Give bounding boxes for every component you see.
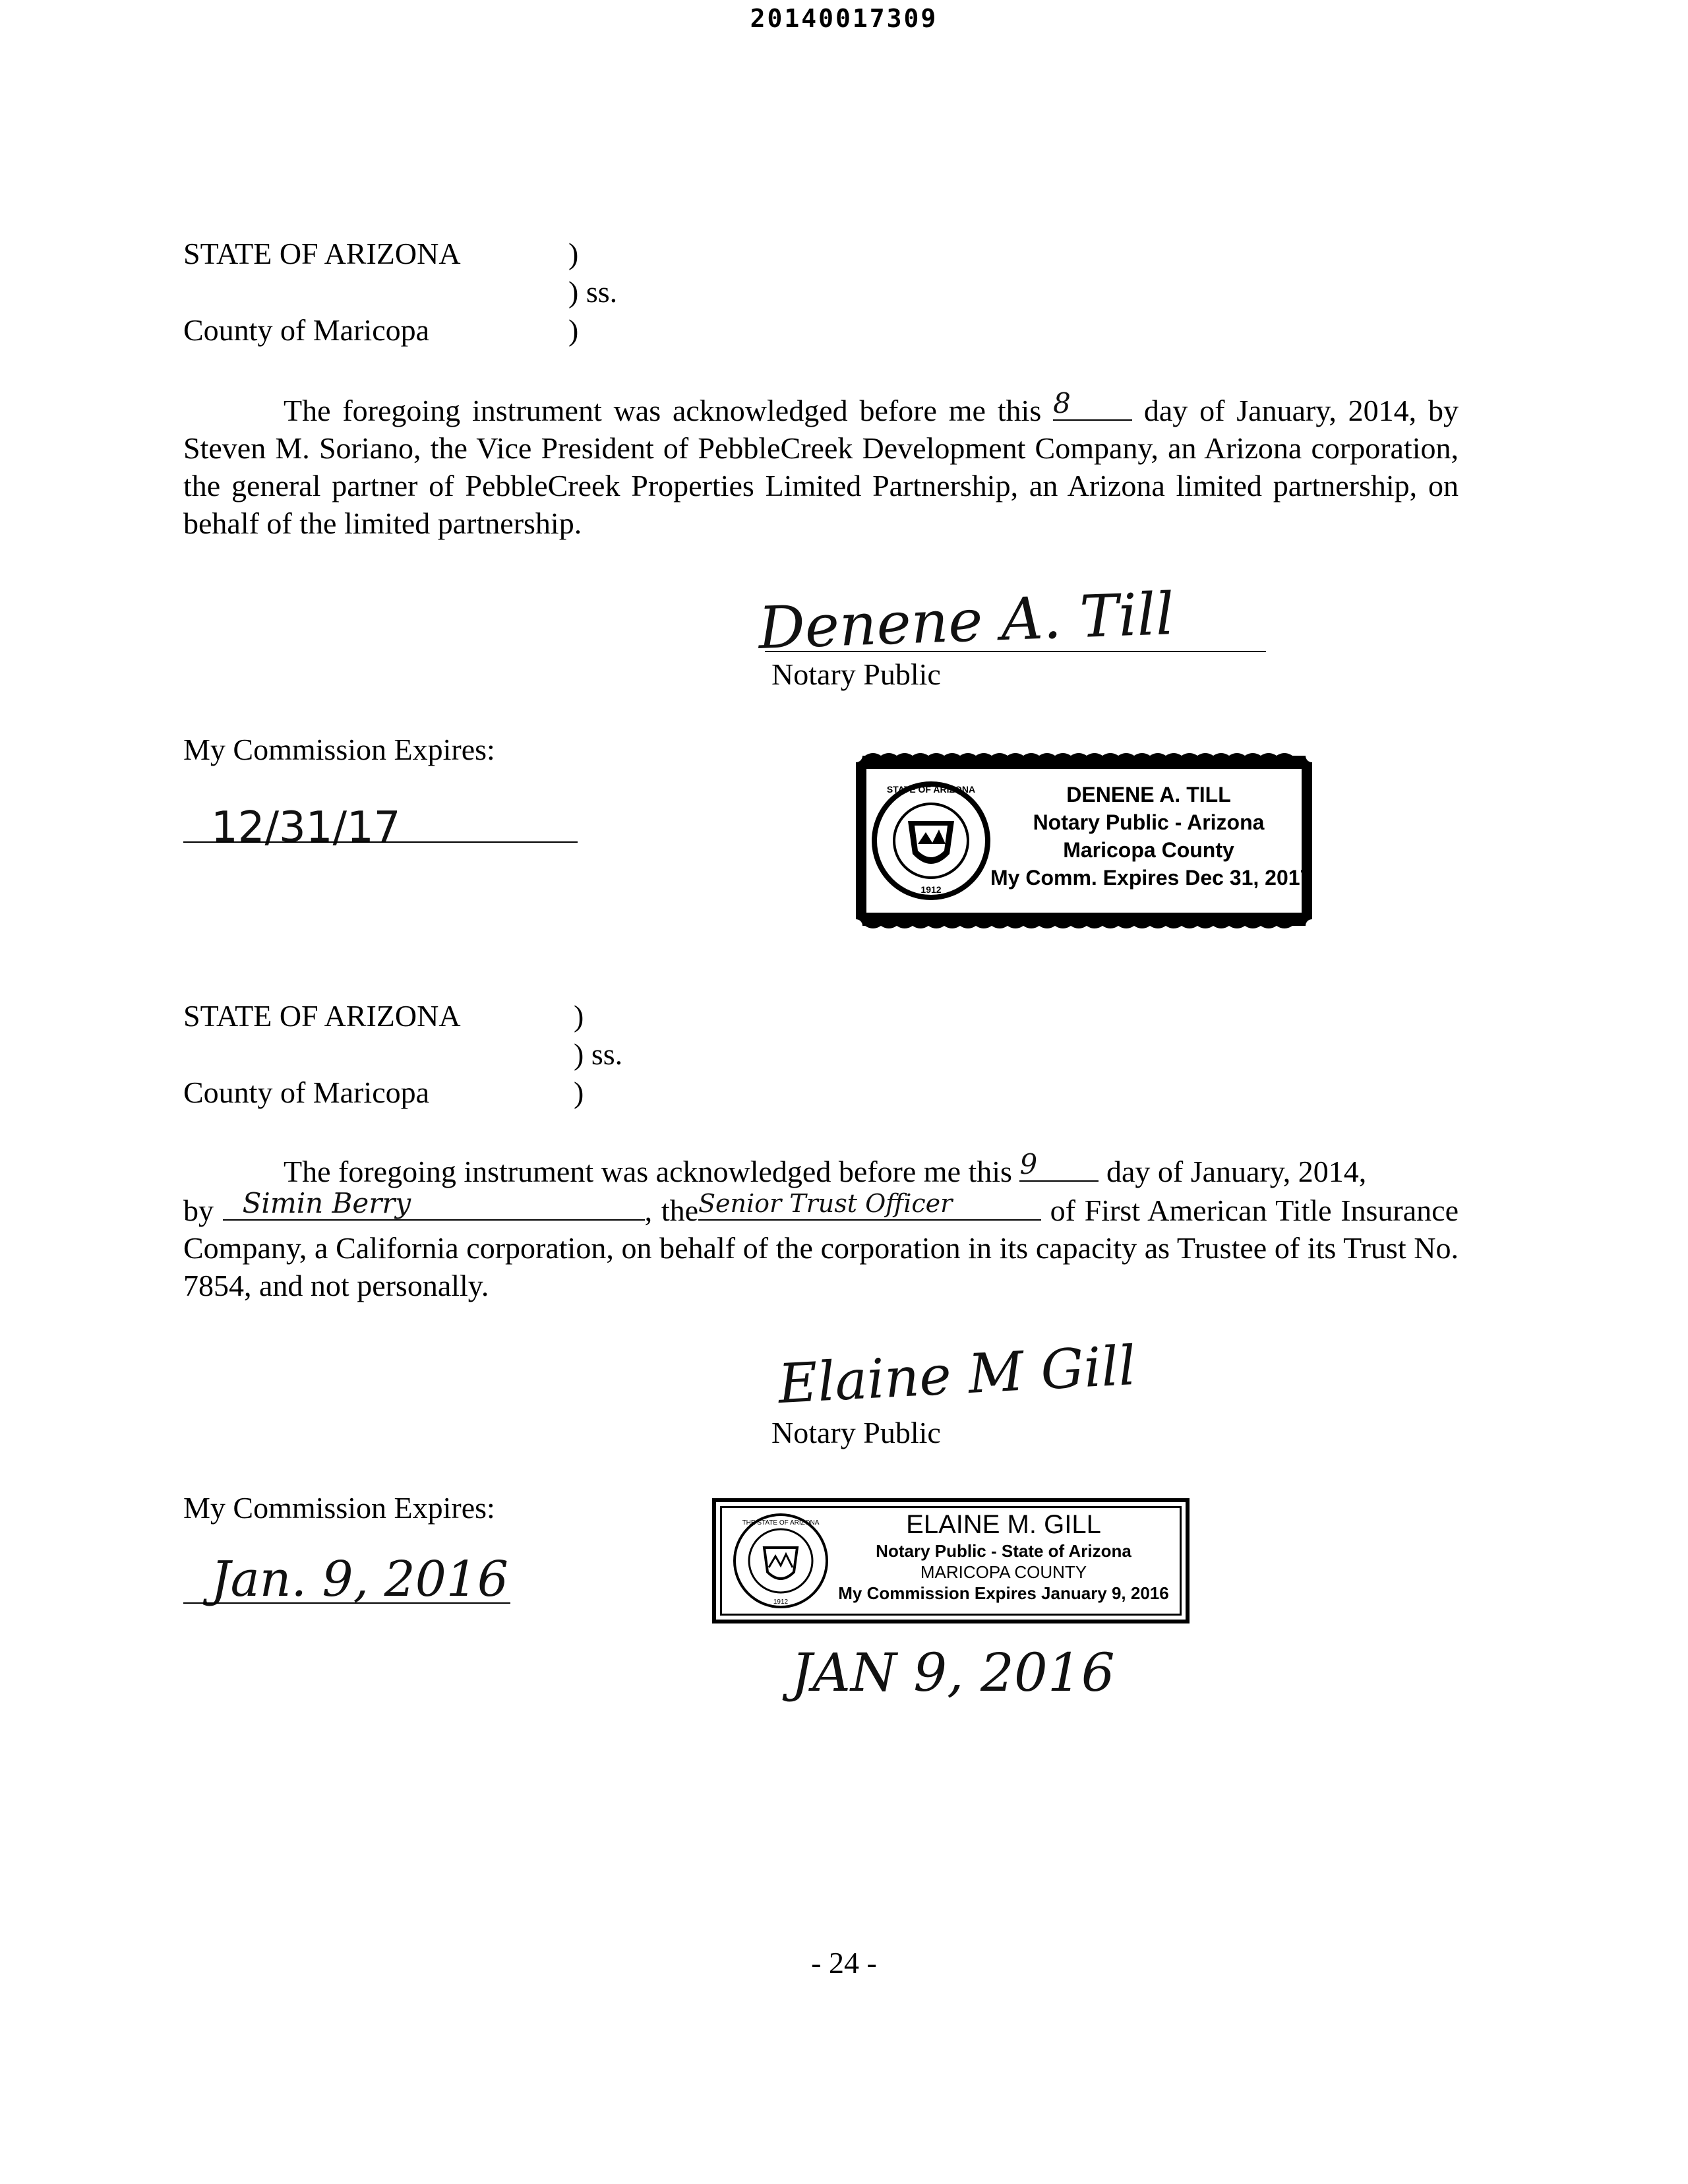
day-blank [1019,1148,1099,1182]
name-blank [223,1187,645,1221]
ack-text: , the [644,1194,699,1227]
svg-text:STATE OF ARIZONA: STATE OF ARIZONA [886,784,976,795]
stamp-expiry: My Comm. Expires Dec 31, 2017 [990,866,1312,890]
handwritten-day: 9 [1019,1148,1038,1180]
stamp-line: Notary Public - Arizona [1033,810,1265,834]
handwritten-name: Simin Berry [242,1187,411,1219]
svg-text:1912: 1912 [773,1598,789,1606]
state-label: STATE OF ARIZONA [183,237,461,270]
notary-signature: Denene A. Till [757,580,1176,662]
venue-ss: ) ss. [568,275,618,309]
notary-stamp [712,1498,1190,1623]
stamp-text-block [832,1509,1175,1604]
handwritten-expiry-note: JAN 9, 2016 [791,1642,1115,1703]
venue-paren: ) [574,999,584,1033]
notary-stamp [852,752,1316,930]
day-blank [1053,387,1132,421]
ack-text: The foregoing instrument was acknowledged before me this [284,394,1042,427]
notary-signature: Elaine M Gill [776,1334,1137,1416]
handwritten-commission-date: 12/31/17 [211,803,401,852]
stamp-expiry: My Commission Expires January 9, 2016 [838,1583,1169,1603]
commission-expires-label: My Commission Expires: [183,1491,495,1525]
acknowledgment-paragraph [183,1148,1459,1304]
county-label: County of Maricopa [183,1076,430,1109]
svg-text:THE STATE OF ARIZONA: THE STATE OF ARIZONA [742,1519,820,1527]
stamp-name: DENENE A. TILL [1066,783,1231,806]
title-blank [698,1190,1041,1221]
stamp-seal [728,1511,833,1610]
notary-public-label: Notary Public [771,1416,941,1449]
ack-text: The foregoing instrument was acknowledged before me this [284,1155,1012,1188]
ack-text: day of January, 2014, [1106,1155,1367,1188]
svg-text:1912: 1912 [920,884,942,895]
handwritten-commission-date: Jan. 9, 2016 [211,1551,508,1608]
commission-expires-label: My Commission Expires: [183,733,495,766]
county-label: County of Maricopa [183,313,430,347]
ack-text: day of January, 2014, by Steven M. Soriano, the Vice President of PebbleCreek Development Company, an Arizona corporation, the general partner of PebbleCreek Properties Limited Partnership, an Arizona limited partnership, on behalf of the limited partnership. [183,394,1459,540]
handwritten-title: Senior Trust Officer [698,1189,953,1218]
page-number: - 24 - [811,1946,877,1980]
recording-number: 20140017309 [750,4,938,33]
state-label: STATE OF ARIZONA [183,999,461,1033]
stamp-line: MARICOPA COUNTY [920,1562,1087,1582]
venue-paren: ) [568,313,579,347]
stamp-text-block [990,781,1312,892]
venue-paren: ) [568,237,579,270]
notary-public-label: Notary Public [771,657,941,691]
stamp-name: ELAINE M. GILL [906,1510,1101,1539]
stamp-line: Maricopa County [1063,838,1234,862]
venue-paren: ) [574,1076,584,1109]
stamp-line: Notary Public - State of Arizona [876,1541,1131,1561]
venue-ss: ) ss. [574,1037,623,1071]
commission-line [183,1602,510,1604]
ack-text: of First American Title Insurance Company, a California corporation, on behalf of the corporation in its capacity as Trustee of its Trust No. 7854, and not personally. [183,1194,1459,1302]
handwritten-day: 8 [1053,387,1071,419]
signature-line [765,651,1266,652]
commission-line [183,841,578,843]
ack-text: by [183,1194,214,1227]
acknowledgment-paragraph [183,387,1459,542]
